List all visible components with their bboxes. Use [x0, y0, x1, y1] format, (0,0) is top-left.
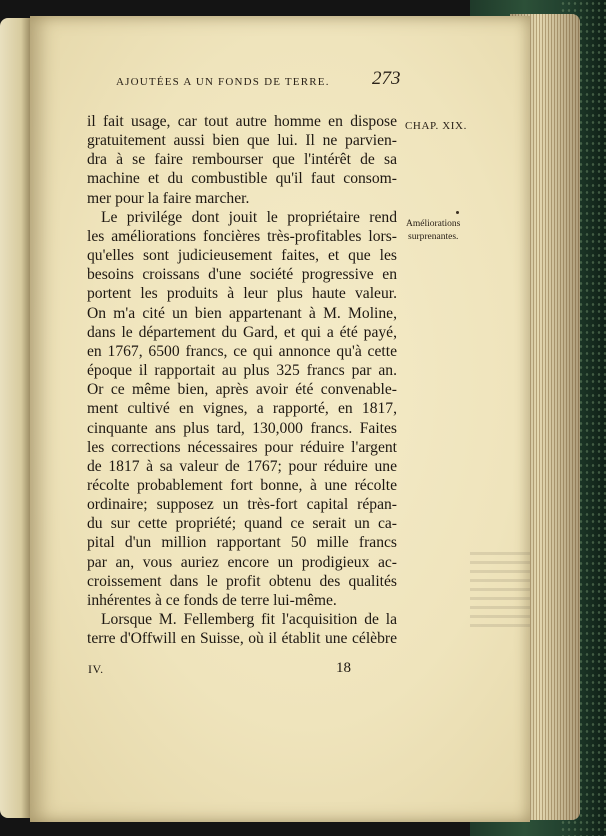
text-line: de 1817 à sa valeur de 1767; pour réduire une [87, 457, 397, 475]
text-line: machine et du combustible qu'il faut consom- [87, 170, 397, 188]
margin-note [406, 218, 466, 244]
text-line: ment cultivé en vignes, a rapporté, en 1817, [87, 400, 397, 418]
text-line: On m'a cité un bien appartenant à M. Moline, [87, 304, 397, 322]
running-head: AJOUTÉES A UN FONDS DE TERRE. [116, 76, 330, 88]
text-line: récolte probablement fort bonne, à une récolte [87, 476, 397, 494]
text-line: les améliorations foncières très-profitables lors- [87, 227, 397, 245]
facing-page-edge [0, 18, 30, 818]
text-line: du sur cette propriété; quand ce serait un ca- [87, 515, 397, 533]
text-line: dra à se faire rembourser que l'intérêt de sa [87, 151, 397, 169]
chapter-marker: CHAP. XIX. [405, 120, 467, 132]
signature-mark: 18 [336, 660, 351, 676]
text-line: dans le département du Gard, et qui a été payé, [87, 323, 397, 341]
text-line: mer pour la faire marcher. [87, 189, 250, 207]
text-line: ordinaire; supposez un très-fort capital répan- [87, 496, 397, 514]
text-line: par an, vous auriez encore un prodigieux ac- [87, 553, 397, 571]
show-through-text [470, 552, 530, 632]
text-line: croissement dans le profit obtenu des qualités [87, 572, 397, 590]
text-line: cinquante ans plus tard, 130,000 francs. Faites [87, 419, 397, 437]
text-line: qu'elles sont judicieusement faites, et que les [87, 247, 397, 265]
text-line: les corrections nécessaires pour réduire l'argent [87, 438, 397, 456]
ink-dot [456, 211, 459, 214]
margin-note-line: surprenantes. [408, 232, 459, 242]
margin-note-line: Améliorations [406, 219, 461, 229]
text-line: époque il rapportait au plus 325 francs par an. [87, 362, 397, 380]
text-line: portent les produits à leur plus haute valeur. [87, 285, 397, 303]
body-text [87, 112, 397, 648]
text-line: terre d'Offwill en Suisse, où il établit une célèbre [87, 630, 397, 648]
text-line: inhérentes à ce fonds de terre lui-même. [87, 591, 337, 609]
text-line: Le privilége dont jouit le propriétaire rend [101, 208, 397, 226]
text-line: besoins croissans d'une société progressive en [87, 266, 397, 284]
text-line: Or ce même bien, après avoir été convenable- [87, 381, 397, 399]
text-line: pital d'un million rapportant 50 mille francs [87, 534, 397, 552]
text-line: Lorsque M. Fellemberg fit l'acquisition de la [101, 611, 397, 629]
text-line: gratuitement aussi bien que lui. Il ne parvien- [87, 132, 397, 150]
volume-marker: IV. [88, 662, 104, 676]
text-line: il fait usage, car tout autre homme en dispose [87, 113, 397, 130]
text-line: en 1767, 6500 francs, ce qui annonce qu'à cette [87, 342, 397, 360]
page-number: 273 [372, 68, 401, 89]
